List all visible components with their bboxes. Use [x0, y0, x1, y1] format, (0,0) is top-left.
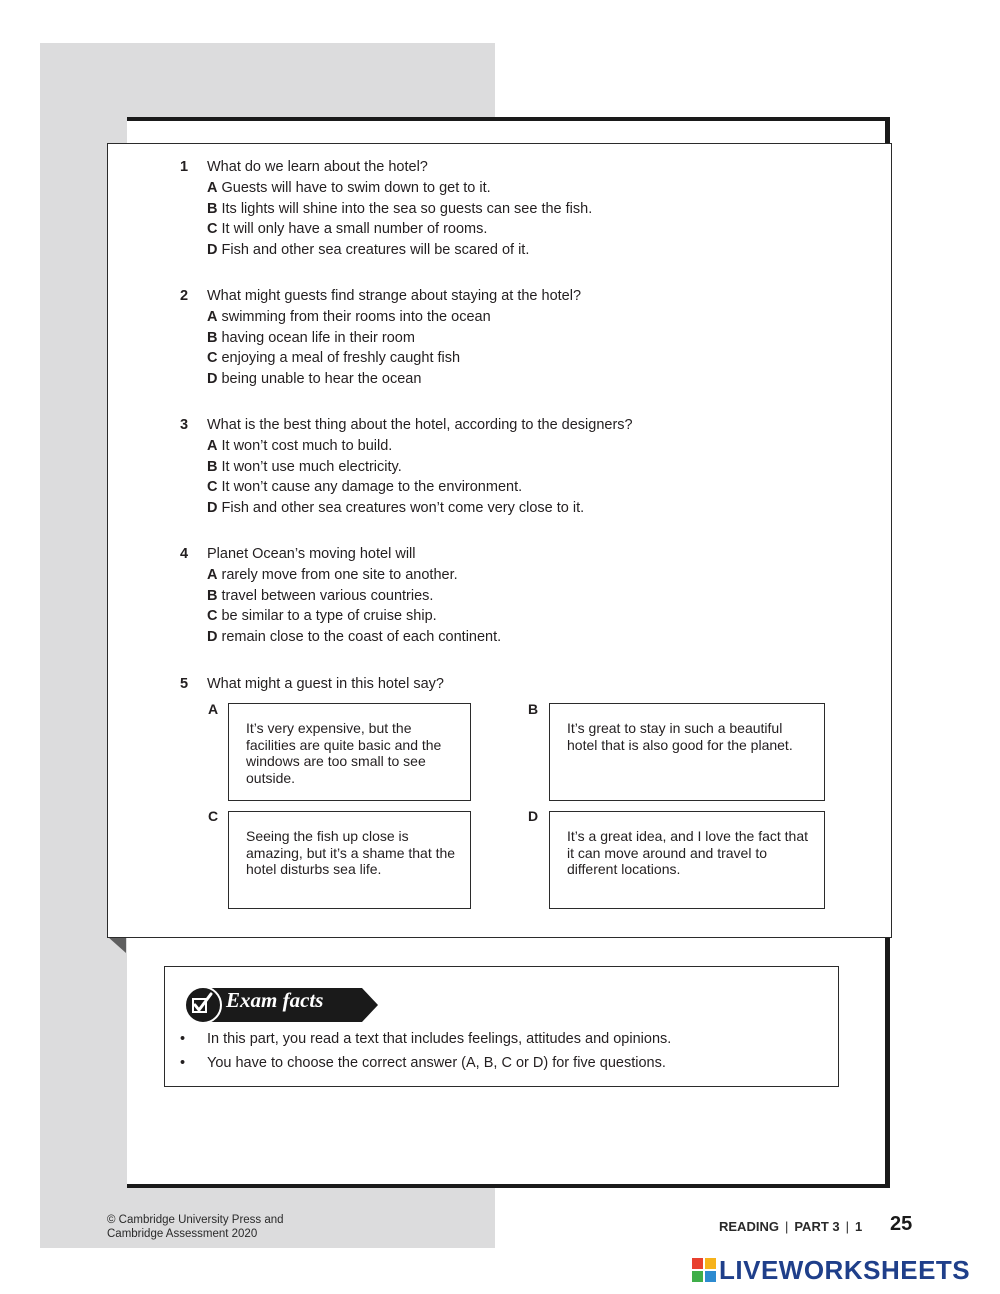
exam-facts-title: Exam facts: [226, 988, 324, 1012]
option-letter: A: [207, 179, 218, 196]
option-letter: B: [207, 587, 218, 604]
option-text: Guests will have to swim down to get to it.: [221, 179, 491, 196]
option-c[interactable]: [207, 219, 487, 240]
bullet-icon: •: [180, 1055, 186, 1071]
option-text: Its lights will shine into the sea so guests can see the fish.: [221, 200, 593, 217]
separator: |: [845, 1219, 849, 1234]
block-red: [692, 1258, 703, 1269]
option-letter: D: [207, 629, 218, 646]
option-text: having ocean life in their room: [221, 329, 415, 346]
sub-number: 1: [855, 1219, 863, 1234]
card-text: It’s very expensive, but the facilities are quite basic and the windows are too small to see outside.: [246, 720, 442, 786]
part-name: PART 3: [794, 1219, 840, 1234]
option-card-d[interactable]: [549, 811, 825, 909]
option-text: It won’t use much electricity.: [221, 458, 402, 475]
option-c[interactable]: [207, 477, 522, 498]
exam-fact-text: You have to choose the correct answer (A, B, C or D) for five questions.: [207, 1055, 666, 1071]
block-yellow: [705, 1258, 716, 1269]
option-letter: C: [207, 608, 218, 625]
option-b[interactable]: [207, 457, 402, 478]
option-text: rarely move from one site to another.: [221, 566, 458, 583]
card-text: Seeing the fish up close is amazing, but it’s a shame that the hotel disturbs sea life.: [246, 828, 456, 878]
card-text: It’s great to stay in such a beautiful hotel that is also good for the planet.: [567, 720, 793, 753]
option-text: It won’t cause any damage to the environment.: [221, 479, 523, 496]
bullet-icon: •: [180, 1031, 186, 1047]
option-text: Fish and other sea creatures won’t come very close to it.: [221, 500, 585, 517]
option-text: travel between various countries.: [221, 587, 434, 604]
block-blue: [705, 1271, 716, 1282]
option-letter: A: [207, 437, 218, 454]
option-c[interactable]: [207, 348, 460, 369]
card-letter-c: C: [208, 808, 219, 824]
option-letter: D: [207, 242, 218, 259]
option-a[interactable]: [207, 307, 491, 328]
option-letter: B: [207, 329, 218, 346]
option-b[interactable]: [207, 328, 415, 349]
card-letter-a: A: [208, 701, 219, 717]
card-letter-b: B: [528, 701, 539, 717]
option-d[interactable]: [207, 627, 501, 648]
question-text: What is the best thing about the hotel, according to the designers?: [207, 417, 633, 433]
copyright-notice: [107, 1213, 284, 1241]
option-letter: B: [207, 200, 218, 217]
question-text: What do we learn about the hotel?: [207, 159, 428, 175]
option-letter: B: [207, 458, 218, 475]
copyright-line: Cambridge Assessment 2020: [107, 1228, 258, 1240]
option-letter: C: [207, 479, 218, 496]
option-letter: D: [207, 371, 218, 388]
option-c[interactable]: [207, 606, 437, 627]
section-name: READING: [719, 1219, 779, 1234]
option-letter: C: [207, 350, 218, 367]
option-a[interactable]: [207, 178, 491, 199]
question-text: Planet Ocean’s moving hotel will: [207, 546, 416, 562]
option-a[interactable]: [207, 565, 458, 586]
liveworksheets-wordmark: LIVEWORKSHEETS: [719, 1255, 971, 1285]
page-number: 25: [890, 1213, 913, 1235]
option-card-b[interactable]: [549, 703, 825, 801]
box-shadow-corner: [108, 937, 126, 953]
option-text: swimming from their rooms into the ocean: [221, 308, 491, 325]
exam-fact-text: In this part, you read a text that includes feelings, attitudes and opinions.: [207, 1031, 672, 1047]
option-card-c[interactable]: [228, 811, 471, 909]
option-letter: C: [207, 221, 218, 238]
copyright-line: © Cambridge University Press and: [107, 1214, 284, 1226]
option-letter: D: [207, 500, 218, 517]
option-d[interactable]: [207, 240, 529, 261]
option-d[interactable]: [207, 498, 584, 519]
option-text: remain close to the coast of each continent.: [221, 629, 502, 646]
question-number: 5: [180, 676, 189, 692]
option-text: being unable to hear the ocean: [221, 371, 422, 388]
exam-facts-banner: [184, 986, 380, 1029]
option-text: It won’t cost much to build.: [221, 437, 393, 454]
option-d[interactable]: [207, 369, 421, 390]
option-letter: A: [207, 308, 218, 325]
question-number: 2: [180, 288, 189, 304]
option-b[interactable]: [207, 586, 433, 607]
separator: |: [784, 1219, 789, 1234]
question-number: 4: [180, 546, 189, 562]
question-text: What might a guest in this hotel say?: [207, 676, 444, 692]
option-text: It will only have a small number of rooms.: [221, 221, 488, 238]
option-b[interactable]: [207, 199, 592, 220]
block-green: [692, 1271, 703, 1282]
option-text: Fish and other sea creatures will be scared of it.: [221, 242, 530, 259]
liveworksheets-blocks-icon: [692, 1258, 716, 1282]
option-text: be similar to a type of cruise ship.: [221, 608, 437, 625]
option-letter: A: [207, 566, 218, 583]
question-text: What might guests find strange about staying at the hotel?: [207, 288, 582, 304]
option-a[interactable]: [207, 436, 392, 457]
section-label: [719, 1219, 862, 1234]
question-number: 3: [180, 417, 189, 433]
option-text: enjoying a meal of freshly caught fish: [221, 350, 461, 367]
card-letter-d: D: [528, 808, 539, 824]
option-card-a[interactable]: [228, 703, 471, 801]
card-text: It’s a great idea, and I love the fact that it can move around and travel to different locations.: [567, 828, 809, 878]
question-number: 1: [180, 159, 189, 175]
